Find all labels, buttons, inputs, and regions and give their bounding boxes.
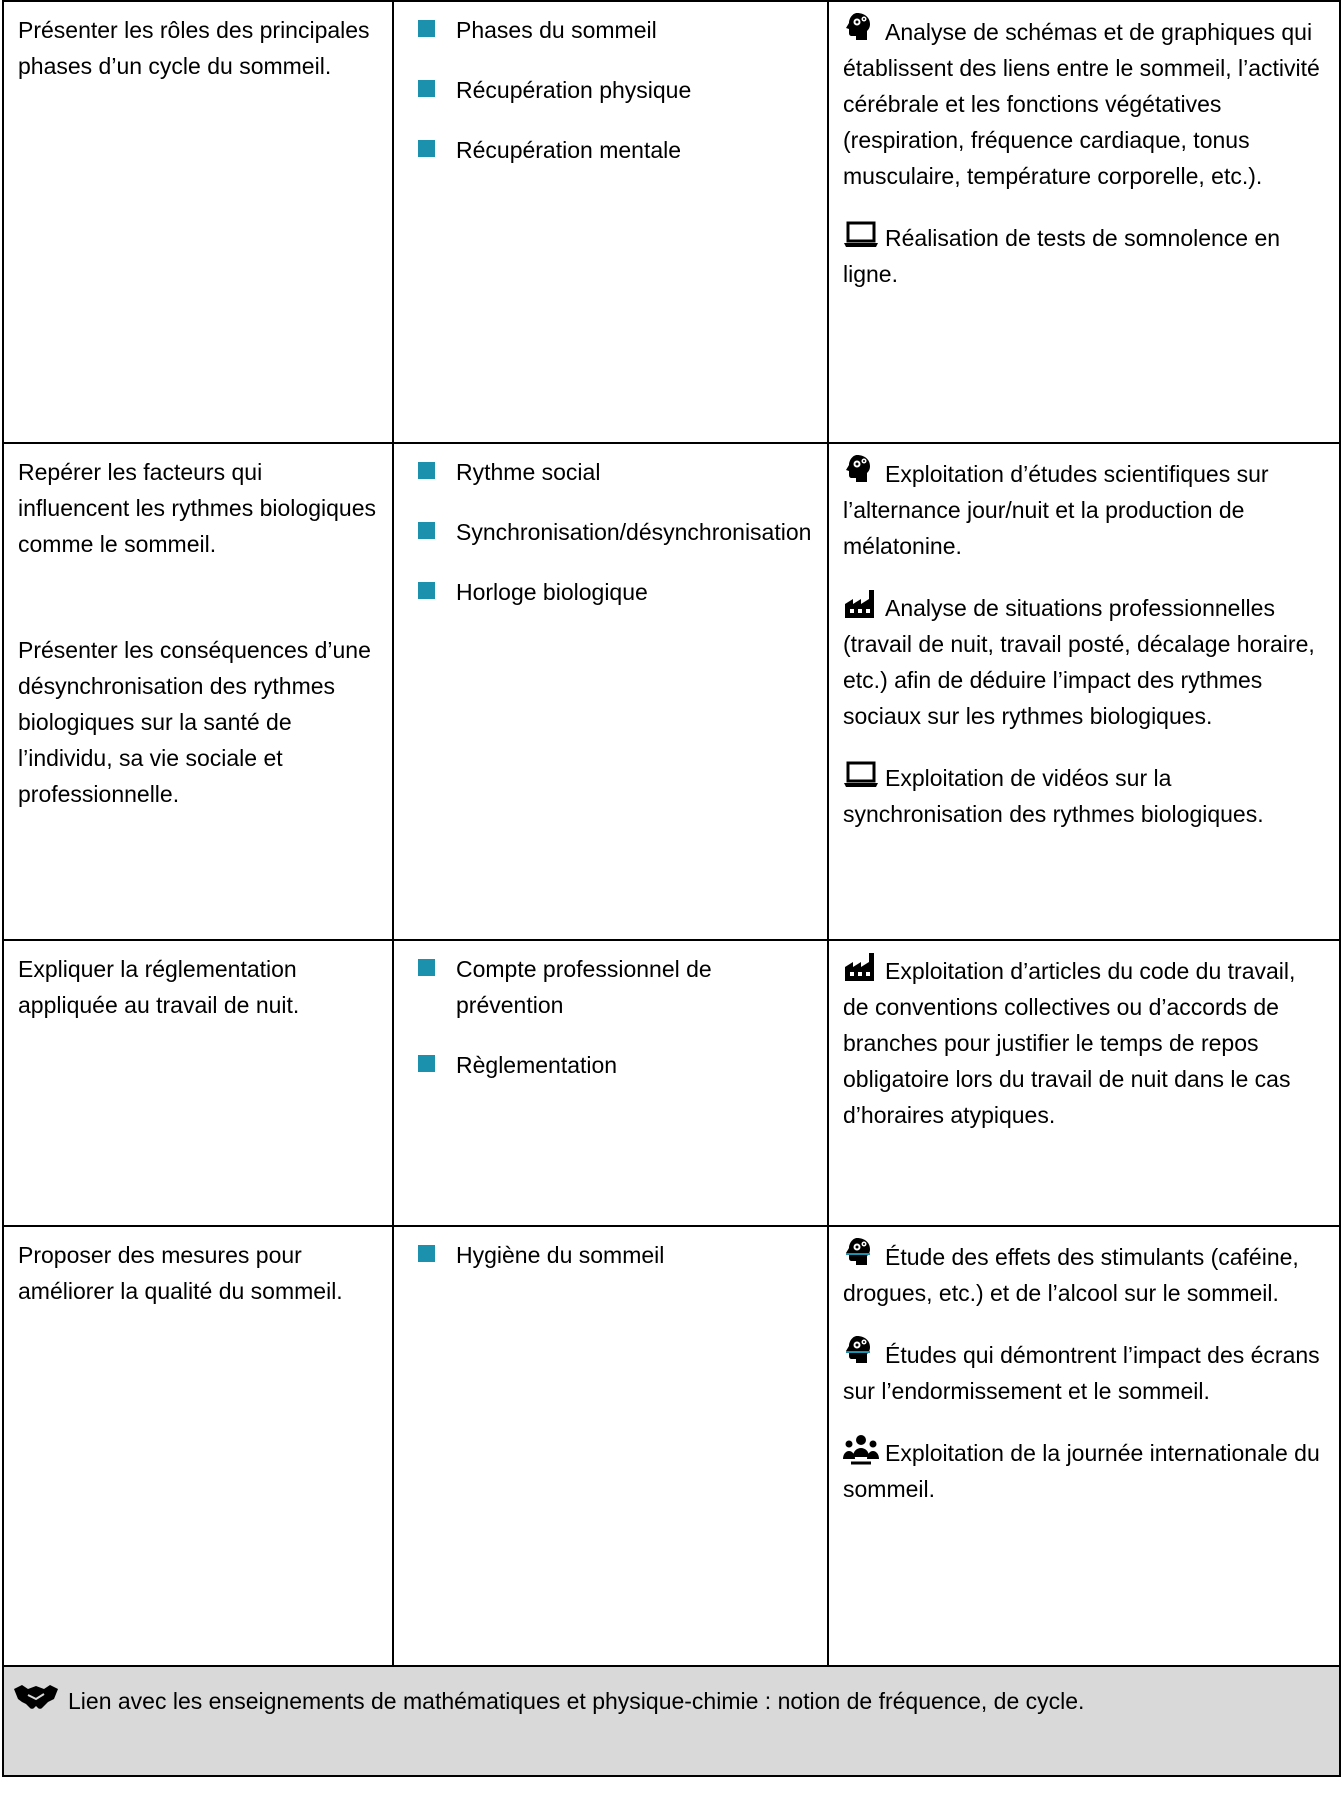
activity-text: Étude des effets des stimulants (caféine, drogues, etc.) et de l’alcool sur le sommeil. bbox=[843, 1244, 1299, 1306]
objective-text: Présenter les rôles des principales phases d’un cycle du sommeil. bbox=[18, 17, 370, 79]
notions-list bbox=[408, 12, 813, 168]
list-item: Récupération mentale bbox=[408, 132, 813, 168]
activity-text: Exploitation de la journée internationale du sommeil. bbox=[843, 1440, 1320, 1502]
objective-text: Expliquer la réglementation appliquée au travail de nuit. bbox=[18, 956, 300, 1018]
objectives-cell bbox=[3, 443, 393, 940]
brain-gears-icon bbox=[843, 1335, 879, 1367]
list-item: Récupération physique bbox=[408, 72, 813, 108]
list-item: Phases du sommeil bbox=[408, 12, 813, 48]
activity-item bbox=[843, 218, 1325, 292]
activity-text: Analyse de situations professionnelles (travail de nuit, travail posté, décalage horaire, etc.) afin de déduire l’impact des rythmes sociaux sur les rythmes biologiques. bbox=[843, 595, 1315, 729]
group-icon bbox=[843, 1433, 879, 1465]
list-item: Hygiène du sommeil bbox=[408, 1237, 813, 1273]
notions-cell bbox=[393, 1, 828, 443]
activity-item bbox=[843, 1433, 1325, 1507]
table-row bbox=[3, 443, 1340, 940]
activities-cell bbox=[828, 1, 1340, 443]
notions-list bbox=[408, 1237, 813, 1273]
objective-text: Présenter les conséquences d’une désynchronisation des rythmes biologiques sur la santé de l’individu, sa vie sociale et professionnelle. bbox=[18, 637, 371, 807]
activity-text: Analyse de schémas et de graphiques qui établissent des liens entre le sommeil, l’activité cérébrale et les fonctions végétatives (respiration, fréquence cardiaque, tonus musculaire, température corporelle, etc.). bbox=[843, 19, 1320, 189]
program-table bbox=[2, 0, 1341, 1777]
table-row bbox=[3, 1226, 1340, 1666]
table-row bbox=[3, 940, 1340, 1226]
activities-cell bbox=[828, 1226, 1340, 1666]
link-text: Lien avec les enseignements de mathématiques et physique-chimie : notion de fréquence, de cycle. bbox=[68, 1688, 1085, 1714]
list-item: Compte professionnel de prévention bbox=[408, 951, 813, 1023]
objectives-cell bbox=[3, 1226, 393, 1666]
activities-cell bbox=[828, 940, 1340, 1226]
brain-gears-icon bbox=[843, 454, 879, 486]
laptop-icon bbox=[843, 758, 879, 790]
laptop-icon bbox=[843, 218, 879, 250]
handshake-icon bbox=[14, 1681, 58, 1713]
activity-item bbox=[843, 12, 1325, 194]
list-item: Règlementation bbox=[408, 1047, 813, 1083]
activity-text: Exploitation d’études scientifiques sur l’alternance jour/nuit et la production de mélatonine. bbox=[843, 461, 1269, 559]
brain-gears-icon bbox=[843, 1237, 879, 1269]
activity-item bbox=[843, 454, 1325, 564]
objectives-cell bbox=[3, 1, 393, 443]
factory-icon bbox=[843, 588, 879, 620]
notions-cell bbox=[393, 443, 828, 940]
notions-cell bbox=[393, 1226, 828, 1666]
list-item: Horloge biologique bbox=[408, 574, 813, 610]
activities-cell bbox=[828, 443, 1340, 940]
activity-text: Exploitation de vidéos sur la synchronisation des rythmes biologiques. bbox=[843, 765, 1264, 827]
activity-item bbox=[843, 588, 1325, 734]
notions-list bbox=[408, 454, 813, 610]
activity-text: Réalisation de tests de somnolence en ligne. bbox=[843, 225, 1281, 287]
activity-item bbox=[843, 1237, 1325, 1311]
activity-text: Exploitation d’articles du code du travail, de conventions collectives ou d’accords de branches pour justifier le temps de repos obligatoire lors du travail de nuit dans le cas d’horaires atypiques. bbox=[843, 958, 1296, 1128]
activity-item bbox=[843, 1335, 1325, 1409]
objective-text: Proposer des mesures pour améliorer la qualité du sommeil. bbox=[18, 1242, 343, 1304]
activity-text: Études qui démontrent l’impact des écrans sur l’endormissement et le sommeil. bbox=[843, 1342, 1320, 1404]
brain-gears-icon bbox=[843, 12, 879, 44]
activity-item bbox=[843, 951, 1325, 1133]
notions-cell bbox=[393, 940, 828, 1226]
activity-item bbox=[843, 758, 1325, 832]
objective-text: Repérer les facteurs qui influencent les rythmes biologiques comme le sommeil. bbox=[18, 459, 376, 557]
cross-subject-link bbox=[3, 1666, 1340, 1776]
table-row bbox=[3, 1666, 1340, 1776]
table-row bbox=[3, 1, 1340, 443]
list-item: Synchronisation/désynchronisation bbox=[408, 514, 813, 550]
factory-icon bbox=[843, 951, 879, 983]
objectives-cell bbox=[3, 940, 393, 1226]
notions-list bbox=[408, 951, 813, 1083]
list-item: Rythme social bbox=[408, 454, 813, 490]
